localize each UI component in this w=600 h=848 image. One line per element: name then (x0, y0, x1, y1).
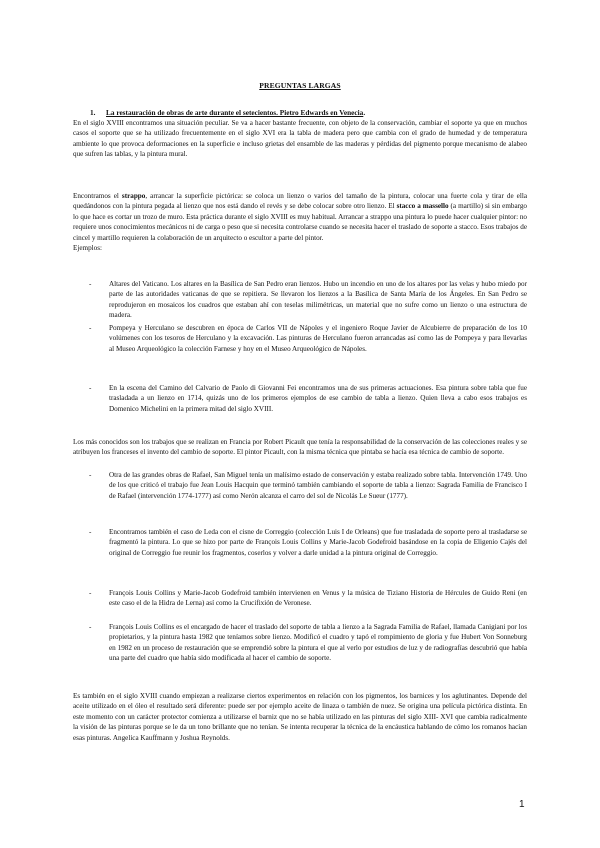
paragraph-strappo-pre: Encontramos el (73, 192, 122, 200)
bullet-dash: - (89, 623, 92, 631)
page-number: 1 (519, 799, 525, 810)
paragraph-strappo-mid2: (a martillo) si sin embargo lo que hace es cortar un trozo de muro. Esta práctica durante el siglo XVIII es muy habitual. Arrancar a strappo una pintura lo puede hacer cualquier pintor: no requiere unos conocimientos mecánicos ni de carga o peso que si necesita controlarse cuando se necesita hacer el traslado de soporte a stacco. Esos trabajos de cincel y martillo requieren la colaboración de un arquitecto o escultor a parte del pintor. (73, 202, 528, 242)
list-item (89, 470, 527, 501)
bullet-dash: - (89, 528, 92, 536)
paragraph-strappo-mid1: , arrancar la superficie pictórica: se coloca un lienzo o varios del tamaño de la pintura, colocar una fuerte cola y tirar de ella quedándonos con la pintura pegada al lienzo que nos está dando el revés y se debe colocar sobre otro lienzo. El (73, 192, 527, 211)
list-item-text: Altares del Vaticano. Los altares en la Basílica de San Pedro eran lienzos. Hubo un incendio en uno de los altares por las velas y hubo miedo por parte de las autoridades vaticanas de que se repitiera. Se llevaron los lienzos a la Basílica de Santa María de los Ángeles. En San Pedro se reprodujeron en mosaicos los cuadros que estaban ahí con teselas milimétricas, un material que no sufre como un lienzo o una estructura de madera. (109, 280, 527, 320)
list-item-text: Pompeya y Herculano se descubren en época de Carlos VII de Nápoles y el ingeniero Roque Javier de Alcubierre de preparación de los 10 volúmenes con los tesoros de Herculano y la excavación. Las pinturas de Herculano fueron arrancadas así como las de Pompeya y para llevarlas al Museo Arqueológico la colección Farnese y hoy en el Museo Arqueológico de Nápoles. (109, 324, 527, 353)
term-stacco: stacco a massello (396, 202, 449, 211)
bullet-dash: - (89, 589, 92, 597)
list-item (89, 588, 527, 609)
page-title: PREGUNTAS LARGAS (259, 81, 341, 90)
section-heading (90, 108, 365, 117)
list-item-text: En la escena del Camino del Calvario de Paolo di Giovanni Fei encontramos una de sus primeras actuaciones. Esa pintura sobre tabla que fue trasladada a un lienzo en 1714, quizás uno de los primeros ejemplos de ese cambio de tabla a lienzo. Quien lleva a cabo esos trabajos es Domenico Michelini en la primera mitad del siglo XVIII. (109, 384, 527, 413)
paragraph-intro: En el siglo XVIII encontramos una situación peculiar. Se va a hacer bastante frecuente, con objeto de la conservación, cambiar el soporte ya que en muchos casos el soporte que se ha utilizado frecuentemente en el siglo XVI era la tabla de madera pero que cambia con el grado de humedad y de temperatura ambiente lo que provoca deformaciones en la superficie e incluso grietas del ensamble de las maderas y pérdidas del pigmento porque mecanismo de alabeo que sufren las tablas, y la pintura mural. (73, 119, 527, 159)
bullet-dash: - (89, 324, 92, 332)
list-item (89, 279, 527, 321)
list-item (89, 527, 527, 558)
list-item (89, 323, 527, 354)
list-item (89, 622, 527, 664)
paragraph-france: Los más conocidos son los trabajos que se realizan en Francia por Robert Picault que tenía la responsabilidad de la conservación de las colecciones reales y se atribuyen los franceses el invento del cambio de soporte. El pintor Picault, con la misma técnica que pintaba se hacía esa técnica de cambio de soporte. (73, 438, 527, 457)
list-item-text: Otra de las grandes obras de Rafael, San Miguel tenía un malísimo estado de conservación y estaba realizado sobre tabla. Intervención 1749. Uno de los que criticó el trabajo fue Jean Louis Hacquin que terminó también cambiando el soporte de tabla a lienzo: Sagrada Familia de Francisco I de Rafael (intervención 1774-1777) así como Nerón alcanza el carro del sol de Nicolás Le Sueur (1777). (109, 471, 527, 500)
list-item-text: François Louis Collins y Marie-Jacob Godefroid también intervienen en Venus y la música de Tiziano Historia de Hércules de Guido Reni (en este caso el de la Hidra de Lerna) así como la Crucifixión de Veronese. (109, 589, 527, 608)
section-heading-text: La restauración de obras de arte durante el setecientos. Pietro Edwards en Venecia (106, 108, 364, 117)
list-item (89, 383, 527, 414)
paragraph-strappo (73, 191, 527, 253)
section-number: 1. (90, 108, 96, 117)
section-heading-suffix: . (363, 108, 366, 117)
bullet-dash: - (89, 280, 92, 288)
term-strappo: strappo (121, 192, 146, 200)
list-item-text: François Louis Collins es el encargado de hacer el traslado del soporte de tabla a lienzo a la Sagrada Familia de Rafael, llamada Canigiani por los propietarios, y la pintura hasta 1982 que teníamos sobre lienzo. Modificó el cuadro y tapó el rompimiento de gloria y fue Hubert Von Sonneburg en 1982 en un proceso de restauración que se emprendió sobre la pintura el que al verlo por estudios de luz y de radiografías descubrió que había una parte del cuadro que había sido modificada al hacer el cambio de soporte. (109, 623, 527, 663)
list-item-text: Encontramos también el caso de Leda con el cisne de Correggio (colección Luis I de Orleans) que fue trasladada de soporte pero al trasladarse se fragmentó la pintura. Lo que se hizo por parte de François Louis Collins y Marie-Jacob Godefroid basándose en la copia de Eligenio Cajés del original de Correggio fue reunir los fragmentos, coserlos y volver a darle unidad a la pintura original de Correggio. (109, 528, 527, 557)
bullet-dash: - (89, 384, 92, 392)
paragraph-experiments: Es también en el siglo XVIII cuando empiezan a realizarse ciertos experimentos en relación con los pigmentos, los barnices y los aglutinantes. Depende del aceite utilizado en el óleo el resultado será diferente: puede ser por ejemplo aceite de linaza o también de nuez. Se origina una película pictórica distinta. En este momento con un carácter protector comienza a utilizarse el barniz que no se había utilizado en las pinturas del siglo XIII- XVI que cambia radicalmente la visión de las pinturas porque se le da un tono brillante que no tenían. Se intenta recuperar la técnica de la encáustica hablando de cómo los romanos hacían esas pinturas. Angelica Kauffmann y Joshua Reynolds. (73, 692, 527, 742)
bullet-dash: - (89, 471, 92, 479)
examples-label: Ejemplos: (73, 244, 102, 253)
